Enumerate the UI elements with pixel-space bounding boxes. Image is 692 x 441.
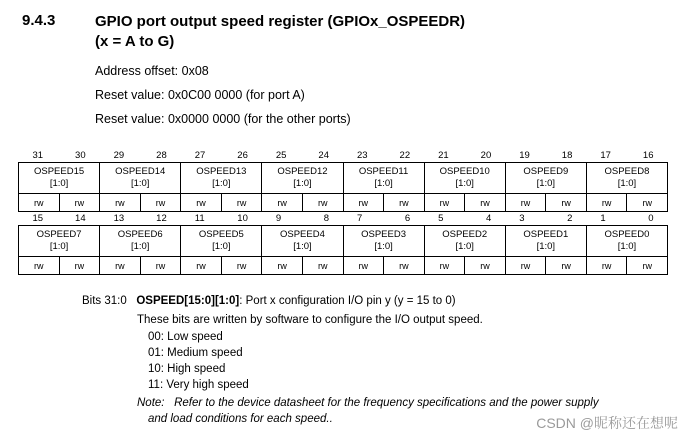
address-offset: Address offset: 0x08 xyxy=(95,64,209,78)
register-field-name: OSPEED8 xyxy=(604,166,650,177)
access-type: rw xyxy=(384,257,425,275)
section-title-line1: GPIO port output speed register (GPIOx_OSPEEDR) xyxy=(95,13,466,30)
register-field xyxy=(181,163,262,194)
register-field xyxy=(343,163,424,194)
bit-number: 30 xyxy=(75,149,86,161)
register-field xyxy=(505,226,586,257)
register-field-name: OSPEED0 xyxy=(604,229,650,240)
register-field-name: OSPEED4 xyxy=(279,229,325,240)
access-type: rw xyxy=(302,194,343,212)
bit-number: 26 xyxy=(237,149,248,161)
register-field-name: OSPEED1 xyxy=(523,229,569,240)
bit-number: 15 xyxy=(32,212,44,224)
bit-number: 13 xyxy=(113,212,125,224)
bit-number: 8 xyxy=(323,212,329,224)
access-type: rw xyxy=(343,257,384,275)
bit-number: 22 xyxy=(399,149,411,161)
bit-number: 7 xyxy=(357,212,363,224)
access-type: rw xyxy=(627,194,668,212)
bit-number: 2 xyxy=(567,212,573,224)
access-type: rw xyxy=(586,257,627,275)
register-field xyxy=(424,226,505,257)
register-field-range: [1:0] xyxy=(374,241,393,252)
register-field-name: OSPEED12 xyxy=(277,166,328,177)
speed-option-2: 10: High speed xyxy=(148,363,226,375)
register-field-range: [1:0] xyxy=(455,241,474,252)
access-type: rw xyxy=(262,194,303,212)
access-type: rw xyxy=(140,257,181,275)
register-field-name: OSPEED11 xyxy=(358,166,409,177)
access-type: rw xyxy=(59,257,100,275)
field-summary: : Port x configuration I/O pin y (y = 15 to 0) xyxy=(239,295,456,307)
bit-number: 25 xyxy=(275,149,287,161)
note-label: Note: xyxy=(137,397,165,409)
note-line1: Refer to the device datasheet for the frequency specifications and the power supply xyxy=(174,397,599,409)
field-intro: These bits are written by software to configure the I/O output speed. xyxy=(137,314,483,326)
register-field-name: OSPEED3 xyxy=(361,229,406,240)
bit-number: 9 xyxy=(275,212,282,224)
bit-field-heading xyxy=(82,295,456,307)
note-line2: and load conditions for each speed.. xyxy=(148,413,333,425)
access-type: rw xyxy=(181,257,222,275)
bit-number: 20 xyxy=(480,149,492,161)
access-type: rw xyxy=(181,194,222,212)
access-type: rw xyxy=(546,194,587,212)
access-type: rw xyxy=(100,194,141,212)
register-field-name: OSPEED5 xyxy=(198,229,244,240)
register-field xyxy=(343,226,424,257)
register-field xyxy=(100,226,181,257)
register-field-range: [1:0] xyxy=(212,178,231,189)
access-type: rw xyxy=(505,194,546,212)
watermark: CSDN @昵称还在想呢 xyxy=(536,415,678,431)
bit-number: 31 xyxy=(32,149,44,161)
register-field xyxy=(100,163,181,194)
register-field xyxy=(19,163,100,194)
reset-value-other-ports: Reset value: 0x0000 0000 (for the other ports) xyxy=(95,112,351,126)
register-field-name: OSPEED15 xyxy=(33,166,85,177)
bit-number: 28 xyxy=(156,149,167,161)
register-field xyxy=(181,226,262,257)
access-type: rw xyxy=(221,194,262,212)
register-field xyxy=(19,226,100,257)
register-field-range: [1:0] xyxy=(49,241,69,252)
section-title xyxy=(95,12,465,52)
bit-number: 19 xyxy=(519,149,530,161)
bit-number: 3 xyxy=(519,212,525,224)
access-type: rw xyxy=(505,257,546,275)
bit-number: 17 xyxy=(600,149,611,161)
register-field-range: [1:0] xyxy=(130,241,150,252)
access-type: rw xyxy=(140,194,181,212)
bit-number: 10 xyxy=(237,212,248,224)
register-field-range: [1:0] xyxy=(212,241,231,252)
access-type: rw xyxy=(343,194,384,212)
register-field-name: OSPEED6 xyxy=(117,229,163,240)
bit-number: 12 xyxy=(156,212,167,224)
access-type: rw xyxy=(100,257,141,275)
bit-number: 29 xyxy=(113,149,125,161)
register-field-range: [1:0] xyxy=(617,178,637,189)
register-field-range: [1:0] xyxy=(374,178,393,189)
bit-number: 23 xyxy=(357,149,368,161)
register-field xyxy=(505,163,586,194)
register-map-lower xyxy=(18,211,668,275)
register-map-upper xyxy=(18,148,668,212)
access-type: rw xyxy=(586,194,627,212)
access-type: rw xyxy=(546,257,587,275)
register-field-name: OSPEED2 xyxy=(442,229,488,240)
speed-option-3: 11: Very high speed xyxy=(148,379,249,391)
register-field xyxy=(586,226,667,257)
speed-option-0: 00: Low speed xyxy=(148,331,223,343)
bits-range-label: Bits 31:0 xyxy=(82,295,127,307)
bit-number: 1 xyxy=(600,212,606,224)
register-field-range: [1:0] xyxy=(536,178,556,189)
bit-number: 0 xyxy=(648,212,654,224)
bit-number: 5 xyxy=(438,212,444,224)
speed-option-1: 01: Medium speed xyxy=(148,347,243,359)
access-type: rw xyxy=(384,194,425,212)
access-type: rw xyxy=(627,257,668,275)
bit-number: 16 xyxy=(642,149,654,161)
bit-number: 21 xyxy=(438,149,449,161)
register-field-range: [1:0] xyxy=(293,241,312,252)
section-number: 9.4.3 xyxy=(22,12,56,29)
register-field-name: OSPEED10 xyxy=(439,166,490,177)
access-type: rw xyxy=(465,257,506,275)
bit-number: 27 xyxy=(194,149,206,161)
access-type: rw xyxy=(424,194,465,212)
register-field-range: [1:0] xyxy=(130,178,150,189)
note xyxy=(137,397,599,409)
reset-value-port-a: Reset value: 0x0C00 0000 (for port A) xyxy=(95,88,305,102)
register-field-name: OSPEED9 xyxy=(523,166,569,177)
bit-number: 14 xyxy=(75,212,86,224)
register-field-name: OSPEED7 xyxy=(36,229,82,240)
access-type: rw xyxy=(19,257,60,275)
access-type: rw xyxy=(424,257,465,275)
access-type: rw xyxy=(59,194,100,212)
access-type: rw xyxy=(19,194,60,212)
register-field-name: OSPEED14 xyxy=(115,166,166,177)
bit-number: 11 xyxy=(194,212,205,224)
section-title-line2: (x = A to G) xyxy=(95,33,175,50)
access-type: rw xyxy=(302,257,343,275)
register-field xyxy=(262,226,343,257)
access-type: rw xyxy=(221,257,262,275)
bit-number: 4 xyxy=(485,212,492,224)
register-field xyxy=(424,163,505,194)
access-type: rw xyxy=(465,194,506,212)
field-name: OSPEED[15:0][1:0] xyxy=(136,295,240,307)
register-field-range: [1:0] xyxy=(49,178,69,189)
register-field-name: OSPEED13 xyxy=(196,166,247,177)
register-field-range: [1:0] xyxy=(617,241,637,252)
access-type: rw xyxy=(262,257,303,275)
register-field xyxy=(586,163,667,194)
bit-number: 6 xyxy=(404,212,411,224)
register-field-range: [1:0] xyxy=(536,241,556,252)
register-field xyxy=(262,163,343,194)
bit-number: 24 xyxy=(318,149,329,161)
register-field-range: [1:0] xyxy=(293,178,312,189)
register-field-range: [1:0] xyxy=(455,178,474,189)
bit-number: 18 xyxy=(561,149,573,161)
